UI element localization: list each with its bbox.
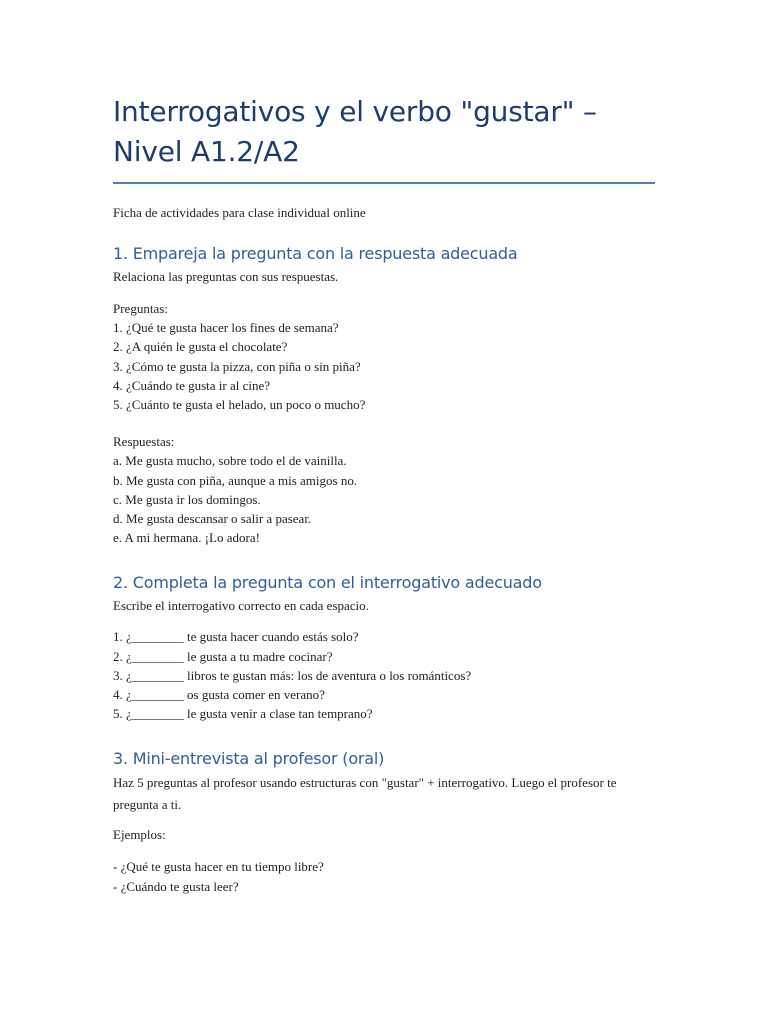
document-title <box>113 92 655 172</box>
questions-list <box>113 299 655 414</box>
section-3-heading: 3. Mini-entrevista al profesor (oral) <box>113 749 385 769</box>
answers-list <box>113 432 655 547</box>
section-2-heading: 2. Completa la pregunta con el interrogativo adecuado <box>113 573 542 593</box>
fill-in-item: 4. ¿________ os gusta comer en verano? <box>113 687 325 703</box>
question-item: 1. ¿Qué te gusta hacer los fines de semana? <box>113 320 339 336</box>
section-1-heading: 1. Empareja la pregunta con la respuesta adecuada <box>113 244 518 263</box>
fill-in-item: 5. ¿________ le gusta venir a clase tan temprano? <box>113 706 373 722</box>
fill-in-list <box>113 627 655 723</box>
fill-in-item: 2. ¿________ le gusta a tu madre cocinar? <box>113 648 333 664</box>
section-3-instruction: Haz 5 preguntas al profesor usando estructuras con "gustar" + interrogativo. Luego el profesor te pregunta a ti. <box>113 775 617 813</box>
questions-label: Preguntas: <box>113 301 168 316</box>
answer-item: e. A mi hermana. ¡Lo adora! <box>113 530 260 546</box>
example-item: - ¿Qué te gusta hacer en tu tiempo libre? <box>113 859 324 875</box>
document-page <box>113 92 655 896</box>
fill-in-item: 1. ¿________ te gusta hacer cuando estás solo? <box>113 629 359 645</box>
answer-item: c. Me gusta ir los domingos. <box>113 491 261 507</box>
title-divider <box>113 182 655 184</box>
fill-in-item: 3. ¿________ libros te gustan más: los de aventura o los románticos? <box>113 667 472 683</box>
document-title-line-2: Nivel A1.2/A2 <box>113 135 300 168</box>
question-item: 5. ¿Cuánto te gusta el helado, un poco o mucho? <box>113 397 366 413</box>
answers-label: Respuestas: <box>113 434 175 450</box>
question-item: 4. ¿Cuándo te gusta ir al cine? <box>113 377 271 393</box>
answer-item: d. Me gusta descansar o salir a pasear. <box>113 511 312 527</box>
question-item: 3. ¿Cómo te gusta la pizza, con piña o sin piña? <box>113 358 361 374</box>
answer-item: b. Me gusta con piña, aunque a mis amigos no. <box>113 472 358 488</box>
examples-list <box>113 857 655 895</box>
answer-item: a. Me gusta mucho, sobre todo el de vainilla. <box>113 453 347 469</box>
examples-label: Ejemplos: <box>113 827 166 843</box>
document-subtitle: Ficha de actividades para clase individual online <box>113 205 366 220</box>
document-title-line-1: Interrogativos y el verbo "gustar" – <box>113 95 597 128</box>
example-item: - ¿Cuándo te gusta leer? <box>113 878 239 894</box>
section-1-instruction: Relaciona las preguntas con sus respuestas. <box>113 269 339 284</box>
question-item: 2. ¿A quién le gusta el chocolate? <box>113 339 288 355</box>
section-2-instruction: Escribe el interrogativo correcto en cada espacio. <box>113 598 369 614</box>
